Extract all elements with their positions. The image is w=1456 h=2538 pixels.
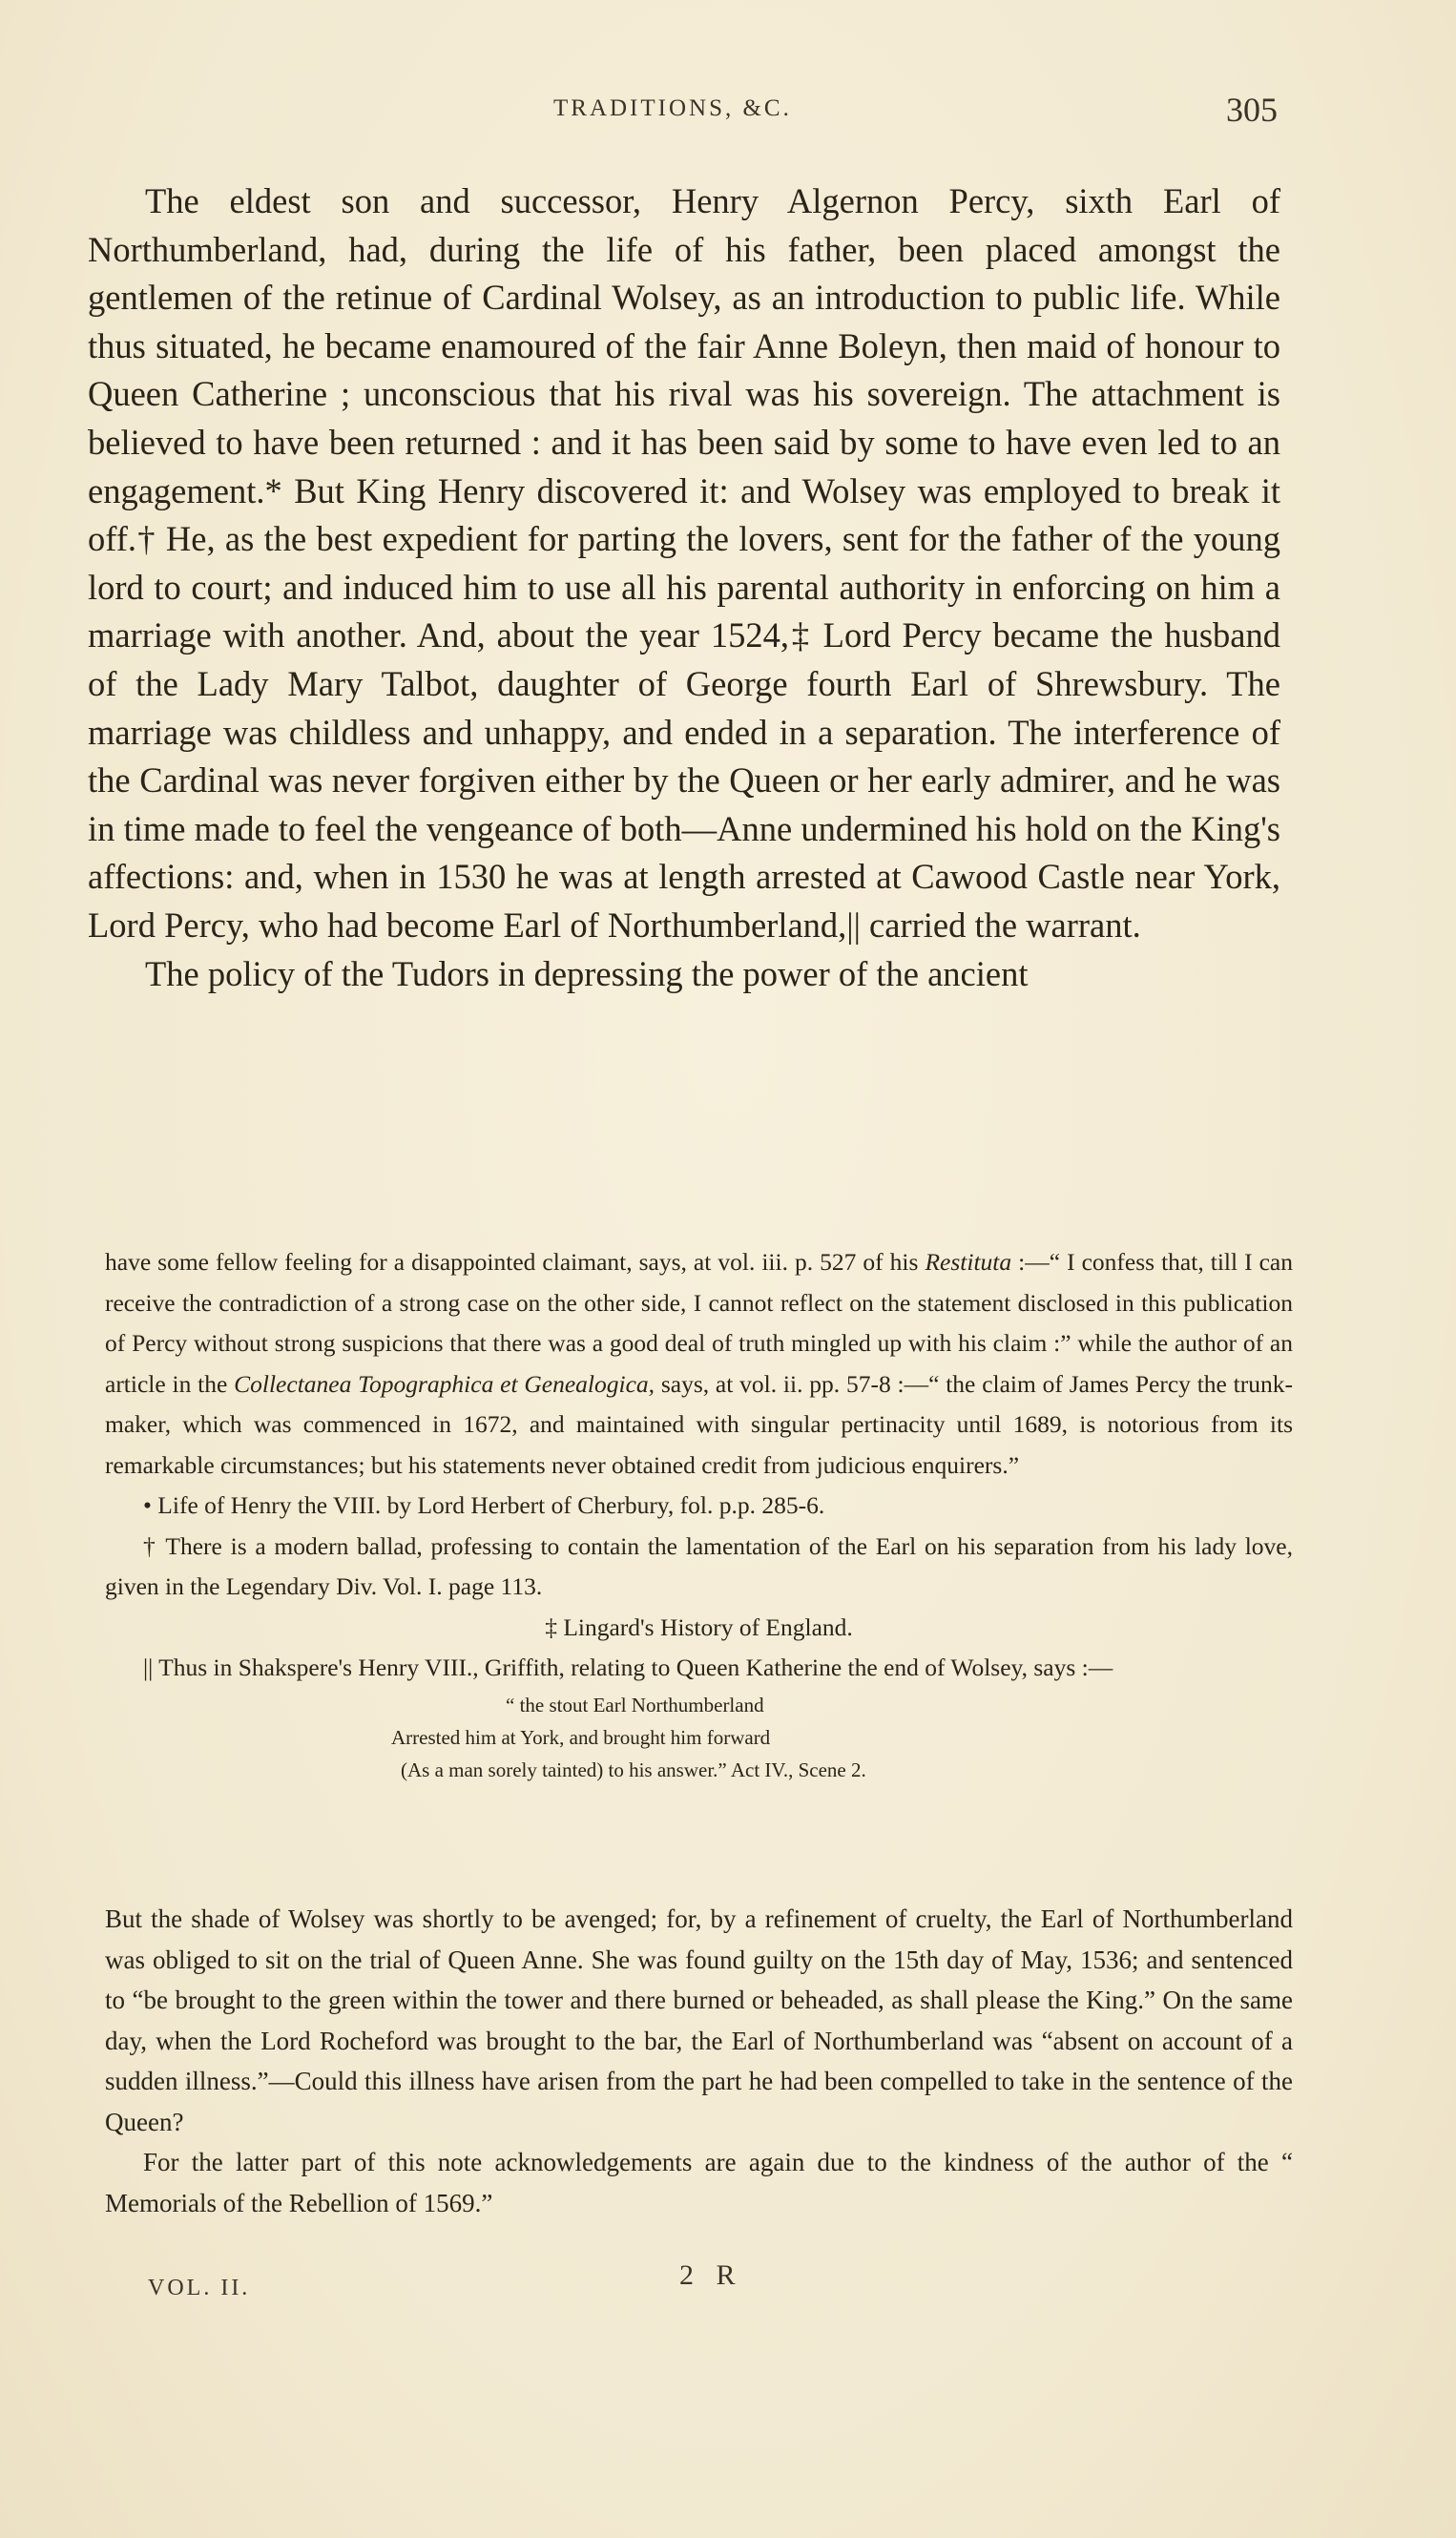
verse-line: Arrested him at York, and brought him forward — [391, 1725, 771, 1749]
volume-label: VOL. II. — [148, 2276, 251, 2300]
verse-line: (As a man sorely tainted) to his answer.” Act IV., Scene 2. — [401, 1758, 866, 1781]
verse-quotation — [391, 1689, 1293, 1786]
book-title: Restituta — [925, 1248, 1012, 1276]
footnote-text: For the latter part of this note acknowledgements are again due to the kindness of the author of the “ Memorials of the Rebellion of 1569.” — [105, 2148, 1293, 2217]
footnote-double-dagger: ‡ Lingard's History of England. — [545, 1612, 853, 1641]
footnote-text: says, at vol. ii. pp. 57-8 :—“ the claim of James Percy the trunk-maker, which was commenced in 1672, and maintained with singular pertinacity until 1689, is notorious from its remarkable circumstances; but his statements never obtained credit from judicious enquirers.” — [105, 1369, 1293, 1479]
footnote-parallel: || Thus in Shakspere's Henry VIII., Griffith, relating to Queen Katherine the end of Wolsey, says :— — [143, 1654, 1113, 1681]
main-text — [88, 177, 1280, 998]
page-number: 305 — [1226, 91, 1278, 129]
book-title: Collectanea Topographica et Genealogica, — [234, 1369, 655, 1398]
body-paragraph: The policy of the Tudors in depressing the power of the ancient — [145, 953, 1029, 993]
running-head: TRADITIONS, &C. — [553, 95, 792, 121]
footnote-continued — [105, 1242, 1293, 1486]
footnote-text: But the shade of Wolsey was shortly to be avenged; for, by a refinement of cruelty, the Earl of Northumberland was obliged to sit on the trial of Queen Anne. She was found guilty on the 15th day of May, 1536; and sentenced to “be brought to the green within the tower and there burned or beheaded, as shall please the King.” On the same day, when the Lord Rocheford was brought to the bar, the Earl of Northumberland was “absent on account of a sudden illness.”—Could this illness have arisen from the part he had been compelled to take in the sentence of the Queen? — [105, 1904, 1293, 2136]
footnote-star: • Life of Henry the VIII. by Lord Herbert of Cherbury, fol. p.p. 285-6. — [143, 1491, 825, 1519]
verse-line: “ the stout Earl Northumberland — [506, 1693, 764, 1716]
footnote-continuation — [105, 1899, 1293, 2223]
footnote-text: have some fellow feeling for a disappointed claimant, says, at vol. iii. p. 527 of his — [105, 1248, 926, 1276]
printer-signature: 2 R — [679, 2259, 743, 2291]
footnote-dagger: † There is a modern ballad, professing to contain the lamentation of the Earl on his separation from his lady love, given in the Legendary Div. Vol. I. page 113. — [105, 1531, 1293, 1600]
footnote-text: :—“ I confess that, till I can receive the contradiction of a strong case on the other side, I cannot reflect on the statement disclosed in this publication of Percy without strong suspicions that there was a good deal of truth mingled up with his claim :” while the author of an article in the — [105, 1248, 1293, 1398]
footnotes — [105, 1242, 1293, 1786]
body-paragraph: The eldest son and successor, Henry Algernon Percy, sixth Earl of Northumberland, had, during the life of his father, been placed amongst the gentlemen of the retinue of Cardinal Wolsey, as an introduction to public life. While thus situated, he became enamoured of the fair Anne Boleyn, then maid of honour to Queen Catherine ; unconscious that his rival was his sovereign. The attachment is believed to have been returned : and it has been said by some to have even led to an engagement.* But King Henry discovered it: and Wolsey was employed to break it off.† He, as the best expedient for parting the lovers, sent for the father of the young lord to court; and induced him to use all his parental authority in enforcing on him a marriage with another. And, about the year 1524,‡ Lord Percy became the husband of the Lady Mary Talbot, daughter of George fourth Earl of Shrewsbury. The marriage was childless and unhappy, and ended in a separation. The interference of the Cardinal was never forgiven either by the Queen or her early admirer, and he was in time made to feel the vengeance of both—Anne undermined his hold on the King's affections: and, when in 1530 he was at length arrested at Cawood Castle near York, Lord Percy, who had become Earl of Northumberland,|| carried the warrant. — [88, 181, 1280, 945]
